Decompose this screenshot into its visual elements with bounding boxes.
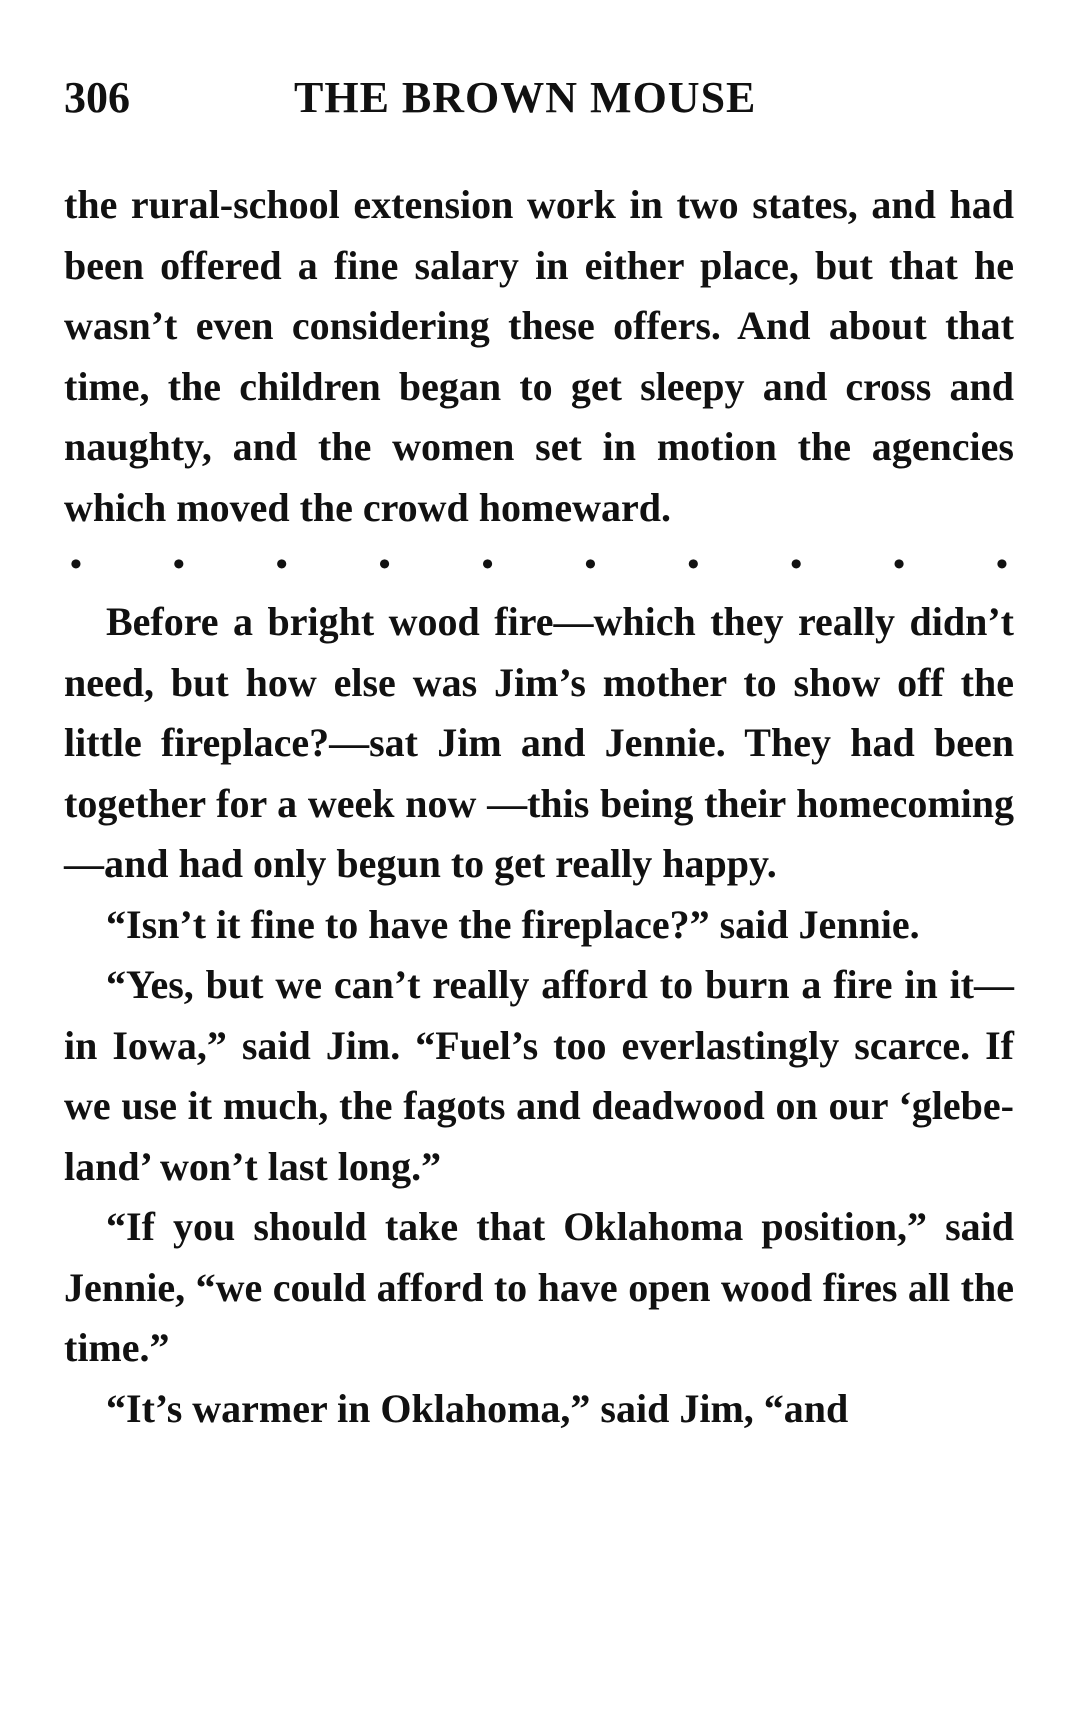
book-page: [64, 0, 1014, 1720]
page-header: [64, 68, 1014, 128]
paragraph-2: Before a bright wood fire—which they really didn’t need, but how else was Jim’s mother to show off the little fireplace?—sat Jim and Jennie. They had been together for a week now —this being their homecoming—and had only begun to get really happy.: [64, 599, 1014, 886]
section-separator: [64, 538, 1014, 592]
separator-dot: •: [996, 546, 1008, 583]
paragraph-4: “Yes, but we can’t really afford to burn a fire in it—in Iowa,” said Jim. “Fuel’s too everlastingly scarce. If we use it much, the fagots and deadwood on our ‘glebe-land’ won’t last long.”: [64, 962, 1014, 1189]
separator-dot: •: [481, 546, 494, 583]
paragraph-5: “If you should take that Oklahoma position,” said Jennie, “we could afford to have open wood fires all the time.”: [64, 1204, 1014, 1370]
running-head: THE BROWN MOUSE: [294, 73, 757, 122]
separator-dot: •: [378, 546, 391, 583]
separator-dot: •: [70, 546, 82, 583]
separator-dot: •: [893, 546, 906, 583]
separator-dot: •: [275, 546, 288, 583]
paragraph-3: “Isn’t it fine to have the fireplace?” said Jennie.: [106, 901, 920, 947]
page-body: [64, 175, 1014, 1439]
paragraph-1: the rural-school extension work in two states, and had been offered a fine salary in either place, but that he wasn’t even considering these offers. And about that time, the children began to get sleepy and cross and naughty, and the women set in motion the agencies which moved the crowd homeward.: [64, 182, 1014, 530]
separator-dot: •: [790, 546, 803, 583]
paragraph-6: “It’s warmer in Oklahoma,” said Jim, “and: [106, 1385, 849, 1431]
separator-dot: •: [584, 546, 597, 583]
separator-dot: •: [172, 546, 185, 583]
separator-dot: •: [687, 546, 700, 583]
page-number: 306: [64, 73, 130, 122]
